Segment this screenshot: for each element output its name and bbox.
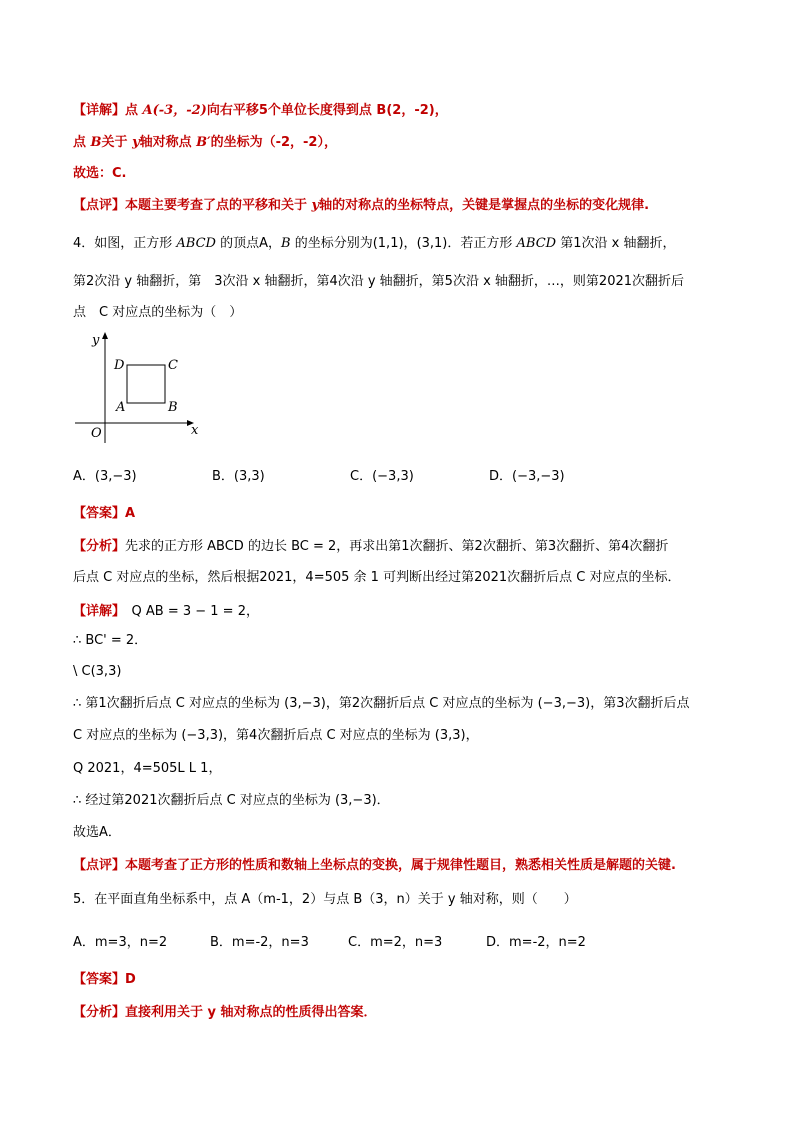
square-abcd — [127, 365, 165, 403]
line-comment-3: 【点评】本题主要考查了点的平移和关于 y轴的对称点的坐标特点，关键是掌握点的坐标的变化规律. — [73, 198, 650, 213]
detail-4-line-7: ∴ 经过第2021次翻折后点 C 对应点的坐标为 (3,−3)． — [73, 793, 390, 808]
label-c: C — [168, 358, 178, 373]
label-y: y — [92, 333, 100, 348]
line-detail-2: 点 B关于 y轴对称点 B′的坐标为（-2，-2）， — [73, 135, 337, 150]
option-4b[interactable]: B．(3,3) — [212, 469, 265, 484]
question-4-line-1: 4．如图，正方形 ABCD 的顶点A，B 的坐标分别为(1,1)，(3,1)．若正方形 ABCD 第1次沿 x 轴翻折， — [73, 236, 676, 251]
answer-5: 【答案】D — [73, 972, 136, 987]
label-a: A — [116, 400, 126, 415]
line-detail-3: 故选：C. — [73, 166, 127, 181]
question-4-line-2: 第2次沿 y 轴翻折，第 3次沿 x 轴翻折，第4次沿 y 轴翻折，第5次沿 x 轴翻折，…，则第2021次翻折后 — [73, 274, 685, 289]
detail-4-line-5: C 对应点的坐标为 (−3,3)，第4次翻折后点 C 对应点的坐标为 (3,3)， — [73, 728, 479, 743]
detail-4-line-6: Q 2021，4=505L L 1， — [73, 761, 222, 776]
detail-4-line-3: \ C(3,3) — [73, 664, 122, 679]
comment-4: 【点评】本题考查了正方形的性质和数轴上坐标点的变换，属于规律性题目，熟悉相关性质是解题的关键. — [73, 858, 676, 873]
option-4a[interactable]: A．(3,−3) — [73, 469, 137, 484]
detail-4-line-1: 【详解】 Q AB = 3 − 1 = 2， — [73, 604, 259, 619]
option-4c[interactable]: C．(−3,3) — [350, 469, 414, 484]
y-arrow-icon — [102, 332, 108, 339]
answer-4: 【答案】A — [73, 506, 136, 521]
option-5c[interactable]: C．m=2，n=3 — [348, 935, 443, 950]
question-4-line-3: 点 C 对应点的坐标为（ ） — [73, 305, 243, 320]
label-x: x — [191, 423, 199, 438]
label-b: B — [168, 400, 178, 415]
detail-4-line-4: ∴ 第1次翻折后点 C 对应点的坐标为 (3,−3)，第2次翻折后点 C 对应点的坐标为 (−3,−3)，第3次翻折后点 — [73, 696, 690, 711]
option-4d[interactable]: D．(−3,−3) — [489, 469, 565, 484]
square-figure — [70, 328, 210, 448]
label-d: D — [114, 358, 125, 373]
label-o: O — [91, 426, 102, 441]
line-detail-1: 【详解】点 A(-3，-2)向右平移5个单位长度得到点 B(2，-2)， — [73, 103, 448, 118]
question-5: 5．在平面直角坐标系中，点 A（m-1，2）与点 B（3，n）关于 y 轴对称，则（ ） — [73, 892, 577, 907]
analysis-5: 【分析】直接利用关于 y 轴对称点的性质得出答案． — [73, 1005, 377, 1020]
option-5d[interactable]: D．m=-2，n=2 — [486, 935, 586, 950]
option-5a[interactable]: A．m=3，n=2 — [73, 935, 168, 950]
detail-4-line-2: ∴ BC' = 2． — [73, 633, 148, 648]
option-5b[interactable]: B．m=-2，n=3 — [210, 935, 309, 950]
analysis-4-line-2: 后点 C 对应点的坐标，然后根据2021，4=505 余 1 可判断出经过第2021次翻折后点 C 对应点的坐标． — [73, 570, 681, 585]
detail-4-line-8: 故选A． — [73, 825, 121, 840]
analysis-4-line-1: 【分析】先求的正方形 ABCD 的边长 BC = 2，再求出第1次翻折、第2次翻折、第3次翻折、第4次翻折 — [73, 539, 669, 554]
